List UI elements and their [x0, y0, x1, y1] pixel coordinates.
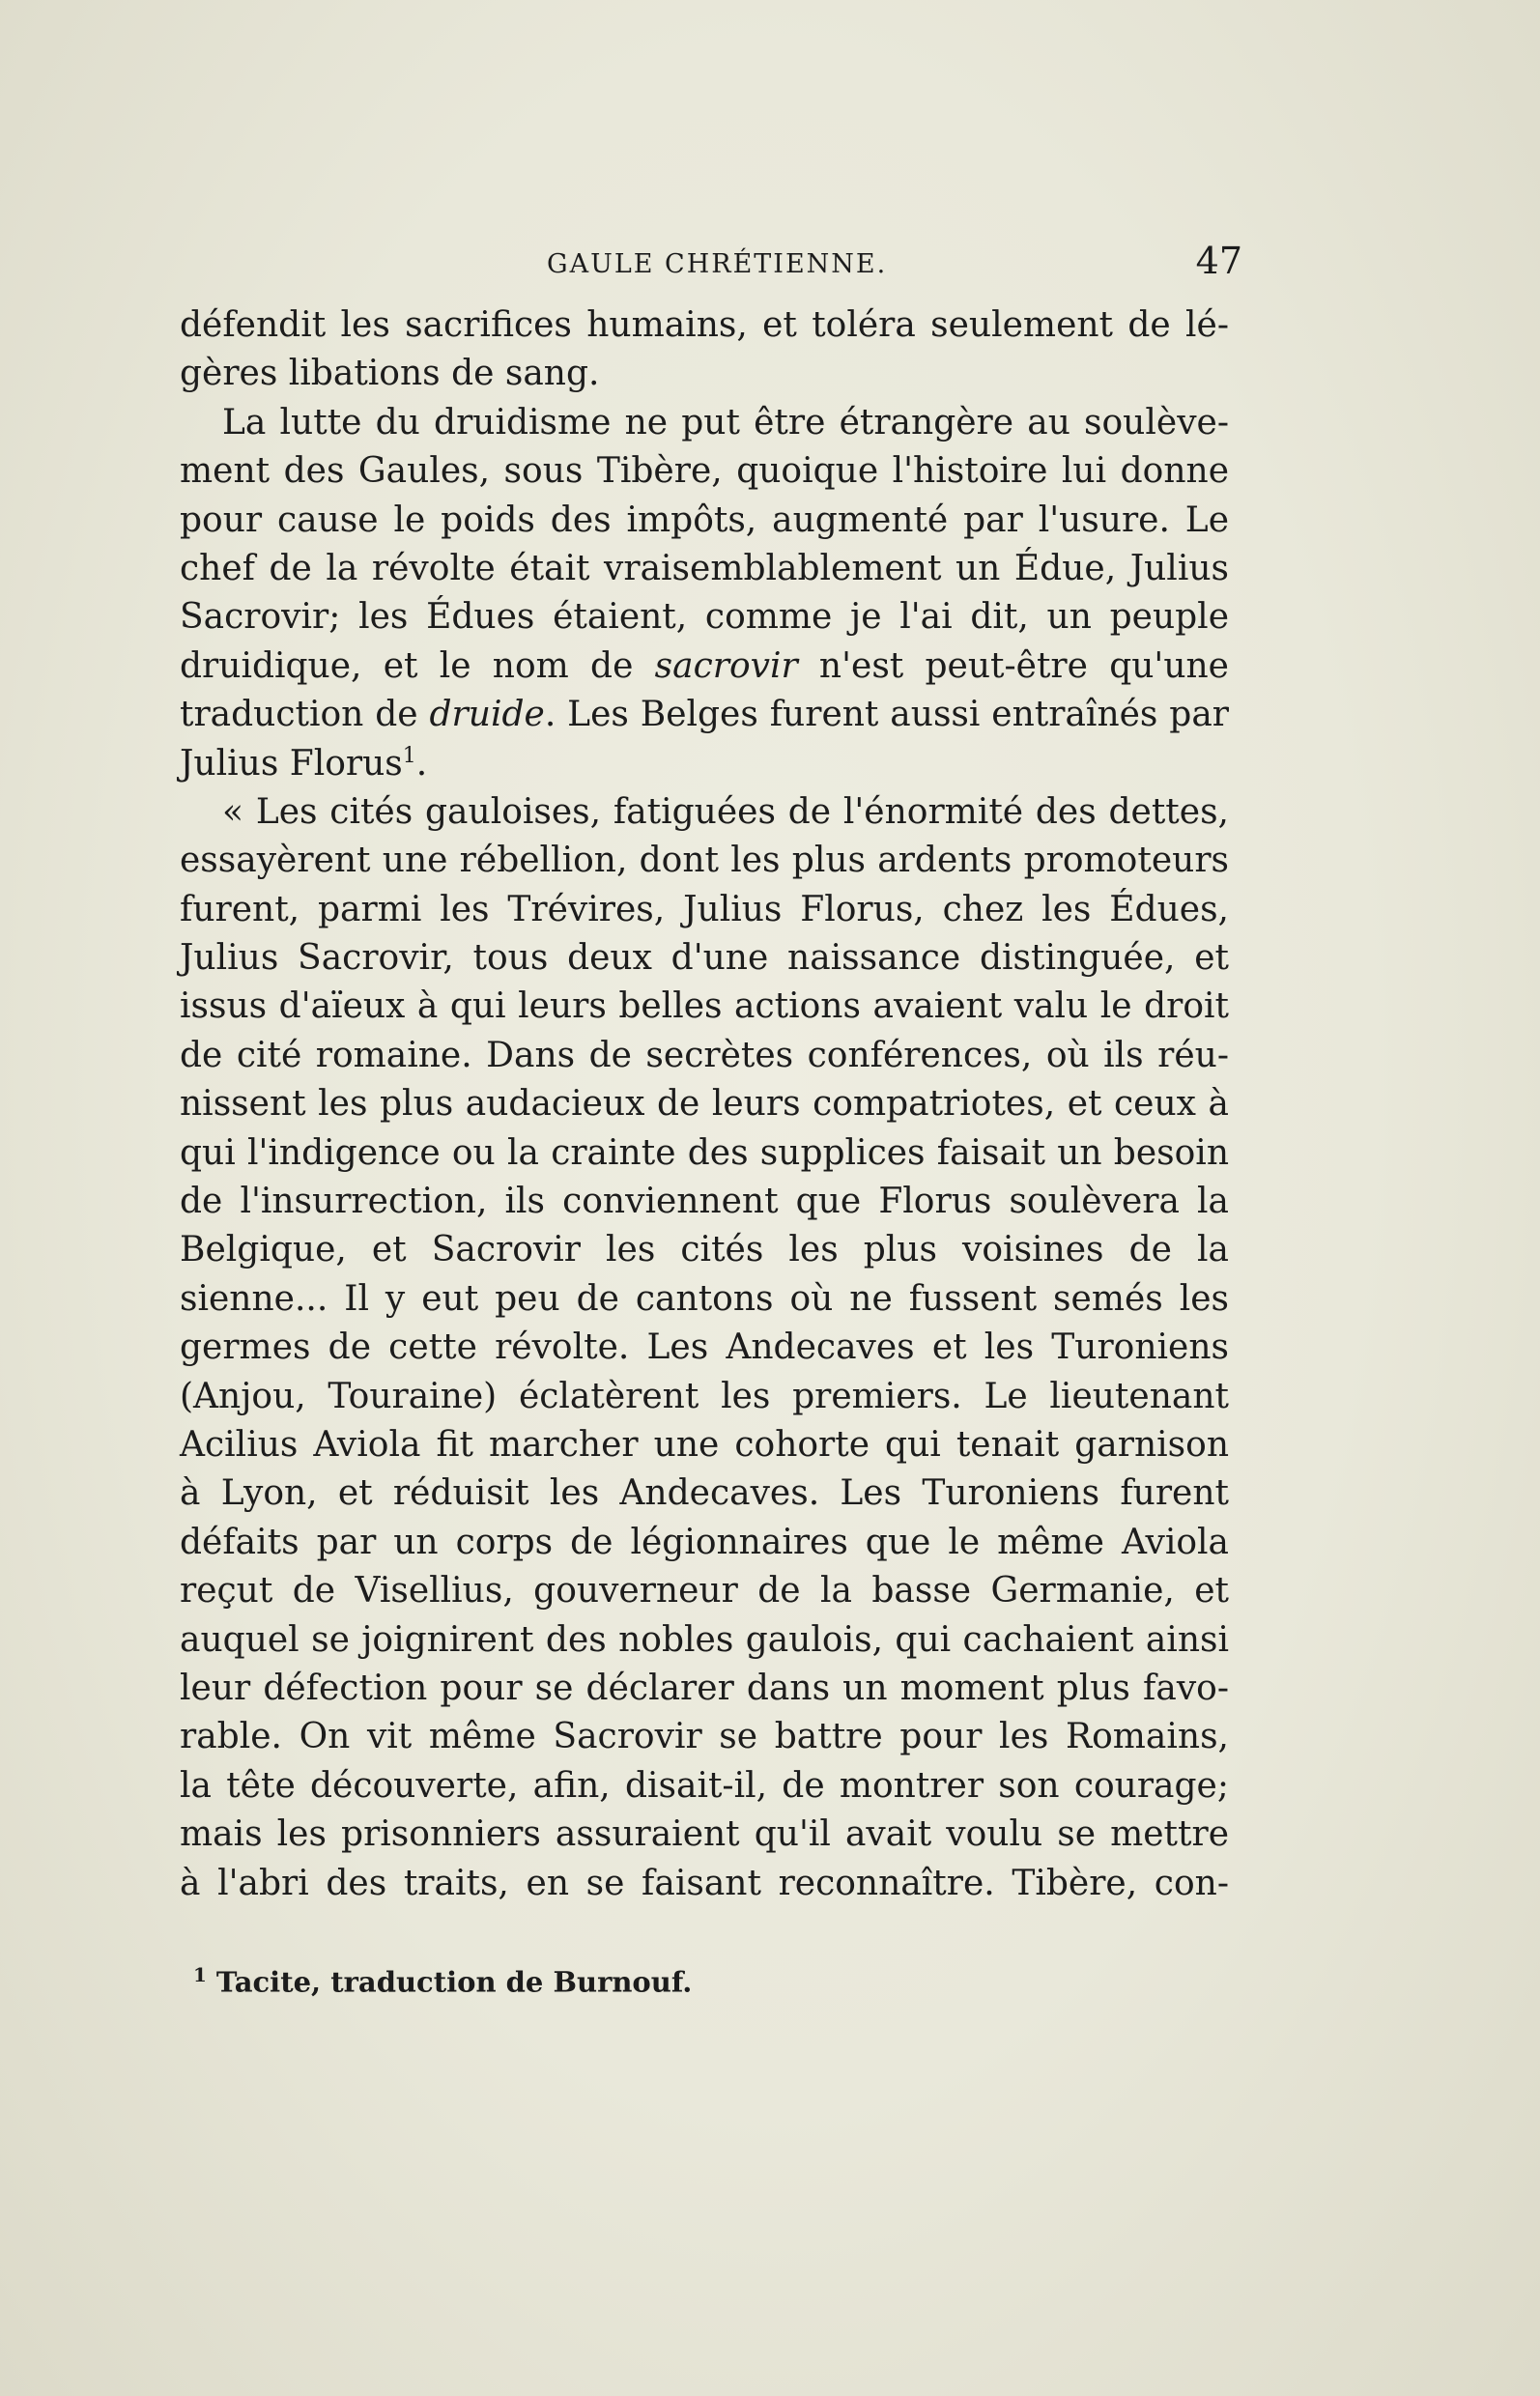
text-line: à Lyon, et réduisit les Andecaves. Les Turoniens furent — [180, 1473, 1229, 1514]
text-line: gères libations de sang. — [180, 354, 600, 394]
text-line: leur défection pour se déclarer dans un moment plus favo- — [180, 1668, 1229, 1708]
page-number: 47 — [1195, 240, 1242, 282]
text-line: de cité romaine. Dans de secrètes conférences, où ils réu- — [180, 1035, 1229, 1075]
text-line: furent, parmi les Trévires, Julius Florus, chez les Édues, — [180, 889, 1229, 929]
text-line-with-footnote-ref — [180, 740, 1229, 788]
footnote — [193, 1963, 692, 1999]
text-line: qui l'indigence ou la crainte des supplices faisait un besoin — [180, 1132, 1229, 1173]
text-line: issus d'aïeux à qui leurs belles actions avaient valu le droit — [180, 986, 1229, 1027]
text-line: Acilius Aviola fit marcher une cohorte qui tenait garnison — [180, 1424, 1229, 1465]
text-line-with-italic: traduction de druide. Les Belges furent aussi entraînés par — [180, 695, 1230, 735]
text-line: Julius Sacrovir, tous deux d'une naissance distinguée, et — [180, 938, 1229, 979]
text-line: défendit les sacrifices humains, et toléra seulement de lé- — [180, 305, 1229, 345]
text-line: chef de la révolte était vraisemblablement un Édue, Julius — [180, 548, 1229, 588]
body-text — [180, 301, 1229, 1908]
text-line: sienne... Il y eut peu de cantons où ne fussent semés les — [180, 1278, 1229, 1319]
text-fragment: Julius Florus — [180, 743, 403, 784]
text-line: pour cause le poids des impôts, augmenté par l'usure. Le — [180, 499, 1229, 540]
text-line: défaits par un corps de légionnaires que le même Aviola — [180, 1522, 1229, 1562]
text-line: à l'abri des traits, en se faisant reconnaître. Tibère, con- — [180, 1863, 1229, 1903]
italic-word: sacrovir — [654, 645, 798, 686]
text-line: germes de cette révolte. Les Andecaves et les Turoniens — [180, 1327, 1229, 1368]
text-line: La lutte du druidisme ne put être étrangère au soulève- — [222, 402, 1229, 442]
footnote-reference: 1 — [402, 743, 416, 768]
text-line: de l'insurrection, ils conviennent que Florus soulèvera la — [180, 1182, 1229, 1222]
italic-word: druide — [429, 695, 545, 735]
text-line: la tête découverte, afin, disait-il, de montrer son courage; — [180, 1765, 1229, 1806]
text-line: essayèrent une rébellion, dont les plus ardents promoteurs — [180, 841, 1229, 881]
text-line-with-italic: druidique, et le nom de sacrovir n'est peut-être qu'une — [180, 645, 1229, 686]
text-fragment: . — [415, 743, 428, 784]
text-line: ment des Gaules, sous Tibère, quoique l'histoire lui donne — [180, 451, 1229, 492]
text-line: reçut de Visellius, gouverneur de la basse Germanie, et — [180, 1571, 1229, 1612]
running-title: GAULE CHRÉTIENNE. — [547, 249, 888, 279]
text-line: « Les cités gauloises, fatiguées de l'énormité des dettes, — [222, 791, 1229, 832]
footnote-text: Tacite, traduction de Burnouf. — [215, 1965, 693, 1999]
footnote-number: 1 — [193, 1963, 207, 1986]
text-line: Belgique, et Sacrovir les cités les plus voisines de la — [180, 1230, 1229, 1270]
text-line: nissent les plus audacieux de leurs compatriotes, et ceux à — [180, 1084, 1229, 1125]
running-head — [180, 240, 1242, 292]
text-line: rable. On vit même Sacrovir se battre pour les Romains, — [180, 1717, 1229, 1757]
text-line: mais les prisonniers assuraient qu'il avait voulu se mettre — [180, 1814, 1229, 1855]
text-line: (Anjou, Touraine) éclatèrent les premiers. Le lieutenant — [180, 1376, 1229, 1416]
text-line: auquel se joignirent des nobles gaulois, qui cachaient ainsi — [180, 1619, 1229, 1660]
text-line: Sacrovir; les Édues étaient, comme je l'ai dit, un peuple — [180, 597, 1229, 638]
